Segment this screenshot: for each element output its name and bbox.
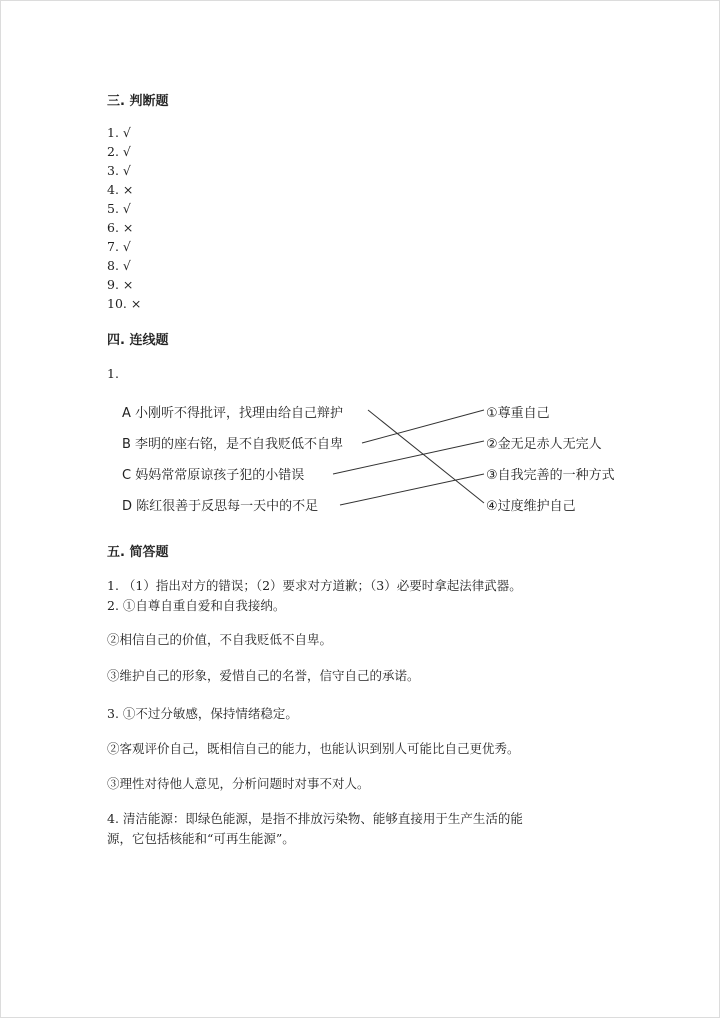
judge-answer-2: 2. √ xyxy=(107,144,131,159)
answer-para-8: 4. 清洁能源：即绿色能源，是指不排放污染物、能够直接用于生产生活的能 xyxy=(107,811,523,826)
match-left-a: A 小刚听不得批评，找理由给自己辩护 xyxy=(122,406,344,421)
section-heading-matching: 四. 连线题 xyxy=(107,333,169,348)
match-line-d-3 xyxy=(340,474,484,505)
answer-para-5: 3. ①不过分敏感，保持情绪稳定。 xyxy=(107,706,298,721)
answer-para-7: ③理性对待他人意见，分析问题时对事不对人。 xyxy=(107,776,370,791)
judge-answer-5: 5. √ xyxy=(107,201,131,216)
judge-answer-10: 10. × xyxy=(107,296,142,311)
match-right-4: ④过度维护自己 xyxy=(486,499,576,514)
judge-answer-1: 1. √ xyxy=(107,125,131,140)
match-left-b: B 李明的座右铭，是不自我贬低不自卑 xyxy=(122,437,344,452)
judge-answer-6: 6. × xyxy=(107,220,134,235)
match-line-b-1 xyxy=(362,410,484,443)
section-heading-short-answer: 五. 简答题 xyxy=(107,545,169,560)
answer-para-6: ②客观评价自己，既相信自己的能力，也能认识到别人可能比自己更优秀。 xyxy=(107,741,520,756)
judge-answer-3: 3. √ xyxy=(107,163,131,178)
judge-answer-7: 7. √ xyxy=(107,239,131,254)
match-right-2: ②金无足赤人无完人 xyxy=(486,437,602,452)
match-left-d: D 陈红很善于反思每一天中的不足 xyxy=(122,499,319,514)
answer-para-1: 1. （1）指出对方的错误；（2）要求对方道歉；（3）必要时拿起法律武器。 xyxy=(107,578,522,593)
match-right-3: ③自我完善的一种方式 xyxy=(486,468,615,483)
answer-para-3: ②相信自己的价值，不自我贬低不自卑。 xyxy=(107,632,333,647)
matching-question-number: 1. xyxy=(107,366,119,381)
judge-answer-9: 9. × xyxy=(107,277,134,292)
match-line-a-4 xyxy=(368,410,484,503)
match-left-c: C 妈妈常常原谅孩子犯的小错误 xyxy=(122,468,305,483)
answer-para-9: 源，它包括核能和“可再生能源”。 xyxy=(107,831,295,846)
match-right-1: ①尊重自己 xyxy=(486,406,550,421)
judge-answer-4: 4. × xyxy=(107,182,134,197)
answer-para-2: 2. ①自尊自重自爱和自我接纳。 xyxy=(107,598,286,613)
section-heading-judge: 三. 判断题 xyxy=(107,94,169,109)
judge-answer-8: 8. √ xyxy=(107,258,131,273)
match-line-c-2 xyxy=(333,441,484,474)
answer-para-4: ③维护自己的形象，爱惜自己的名誉，信守自己的承诺。 xyxy=(107,668,420,683)
